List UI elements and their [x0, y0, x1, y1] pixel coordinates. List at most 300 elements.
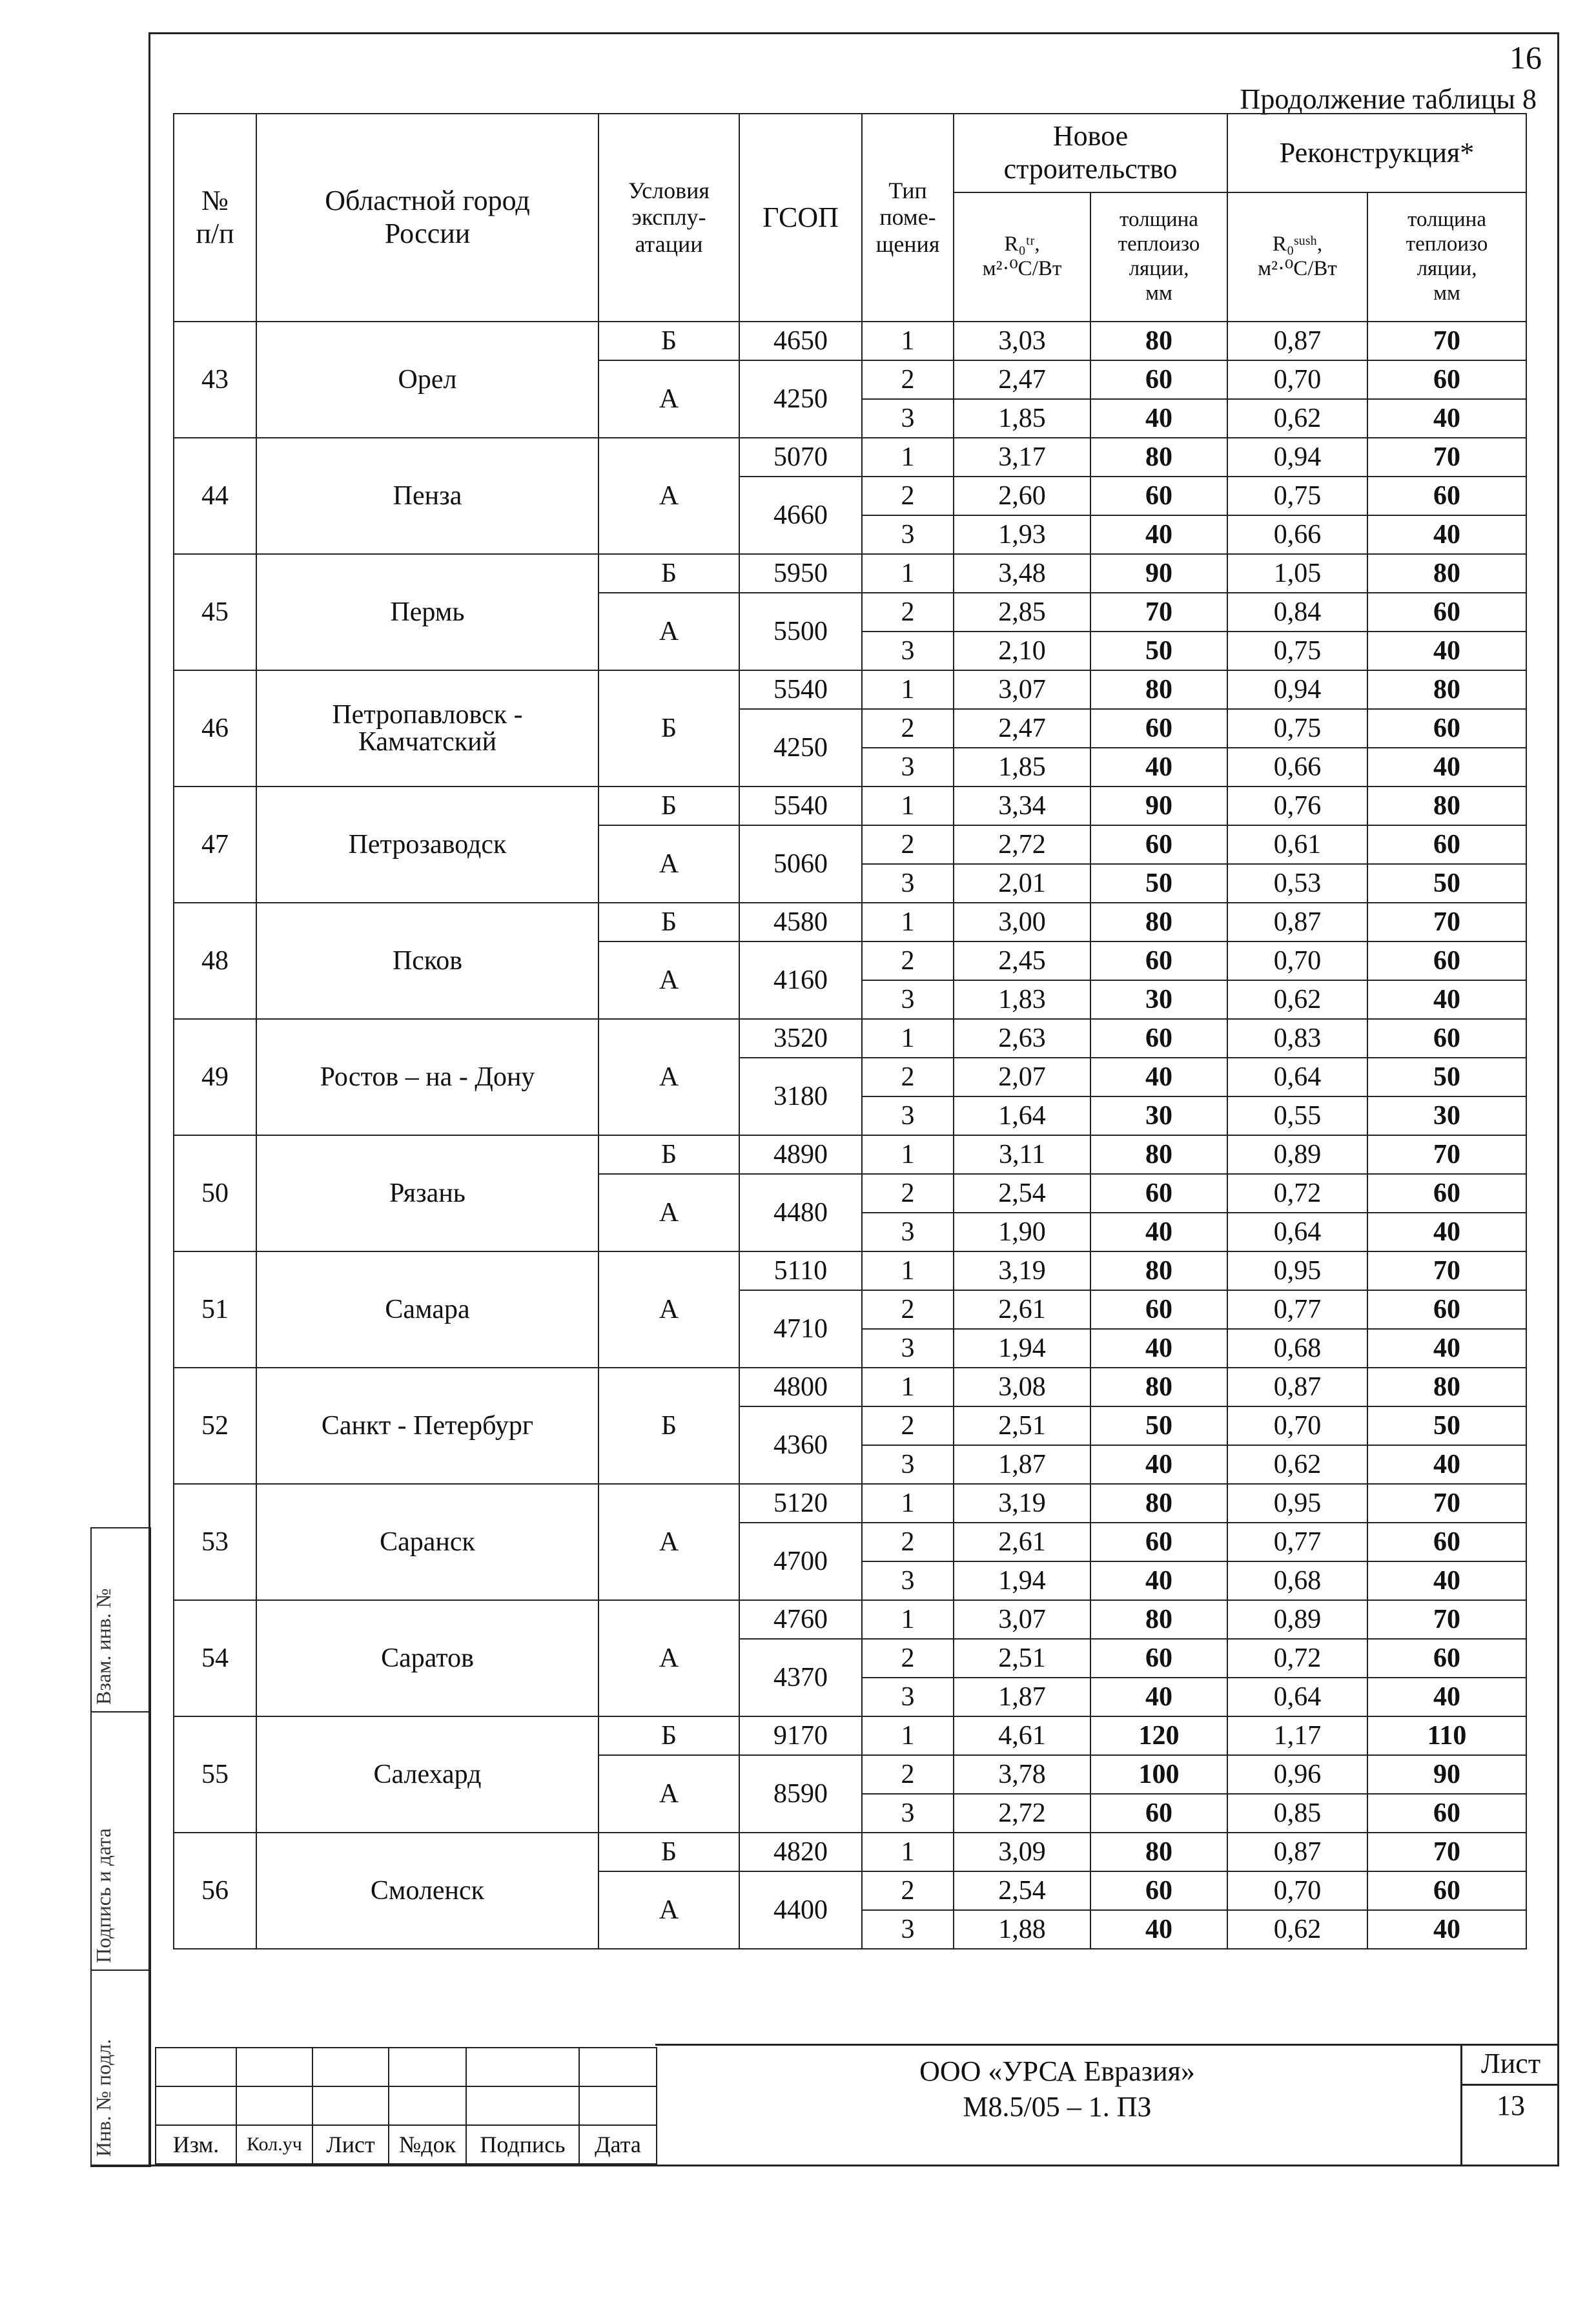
city-name: Смоленск	[256, 1833, 598, 1949]
r-tr-cell: 3,11	[954, 1135, 1090, 1174]
r-sush-cell: 0,89	[1227, 1135, 1367, 1174]
conditions-cell: А	[598, 438, 739, 554]
room-type-cell: 2	[862, 1058, 954, 1096]
table-row	[174, 787, 1526, 825]
room-type-cell: 2	[862, 825, 954, 864]
city-name: Салехард	[256, 1716, 598, 1833]
thickness-rec-cell: 40	[1367, 515, 1526, 554]
header-reconstruction: Реконструкция*	[1227, 114, 1526, 192]
city-name: Саратов	[256, 1600, 598, 1716]
room-type-cell: 1	[862, 903, 954, 941]
thickness-new-cell: 60	[1090, 825, 1227, 864]
gsop-cell: 9170	[739, 1716, 862, 1755]
r-tr-cell: 1,87	[954, 1678, 1090, 1716]
header-num: № п/п	[174, 114, 256, 322]
gsop-cell: 4160	[739, 941, 862, 1019]
city-name: Орел	[256, 322, 598, 438]
thickness-rec-cell: 70	[1367, 1135, 1526, 1174]
r-sush-cell: 0,70	[1227, 941, 1367, 980]
table-row	[174, 903, 1526, 941]
thickness-rec-cell: 60	[1367, 1794, 1526, 1833]
thickness-new-cell: 80	[1090, 1368, 1227, 1406]
conditions-cell: Б	[598, 903, 739, 941]
row-number: 48	[174, 903, 256, 1019]
city-name: Пермь	[256, 554, 598, 670]
thickness-new-cell: 60	[1090, 1794, 1227, 1833]
thickness-rec-cell: 60	[1367, 1019, 1526, 1058]
thickness-rec-cell: 40	[1367, 980, 1526, 1019]
r-tr-cell: 2,72	[954, 825, 1090, 864]
r-sush-cell: 0,87	[1227, 1368, 1367, 1406]
r-sush-cell: 0,94	[1227, 670, 1367, 709]
r-sush-cell: 0,75	[1227, 477, 1367, 515]
room-type-cell: 3	[862, 1329, 954, 1368]
gsop-cell: 4250	[739, 360, 862, 438]
row-number: 56	[174, 1833, 256, 1949]
thickness-new-cell: 60	[1090, 1290, 1227, 1329]
side-label-replace: Взам. инв. №	[92, 1588, 115, 1705]
r-tr-cell: 2,51	[954, 1639, 1090, 1678]
side-strip-inner	[118, 1527, 150, 2167]
thickness-rec-cell: 70	[1367, 1600, 1526, 1639]
gsop-cell: 5950	[739, 554, 862, 593]
thickness-rec-cell: 40	[1367, 1561, 1526, 1600]
room-type-cell: 3	[862, 864, 954, 903]
conditions-cell: А	[598, 1484, 739, 1600]
room-type-cell: 2	[862, 1639, 954, 1678]
room-type-cell: 3	[862, 980, 954, 1019]
thickness-rec-cell: 60	[1367, 1290, 1526, 1329]
r-tr-cell: 1,85	[954, 399, 1090, 438]
gsop-cell: 4710	[739, 1290, 862, 1368]
row-number: 47	[174, 787, 256, 903]
room-type-cell: 1	[862, 1135, 954, 1174]
row-number: 43	[174, 322, 256, 438]
conditions-cell: Б	[598, 787, 739, 825]
thickness-rec-cell: 40	[1367, 399, 1526, 438]
r-sush-cell: 1,05	[1227, 554, 1367, 593]
thickness-new-cell: 60	[1090, 477, 1227, 515]
r-sush-cell: 0,55	[1227, 1096, 1367, 1135]
thickness-new-cell: 40	[1090, 1561, 1227, 1600]
gsop-cell: 5540	[739, 787, 862, 825]
organization-name: ООО «УРСА Евразия»	[919, 2055, 1195, 2087]
r-sush-cell: 0,95	[1227, 1484, 1367, 1523]
r-tr-cell: 3,19	[954, 1251, 1090, 1290]
conditions-cell: А	[598, 1019, 739, 1135]
conditions-cell: Б	[598, 1368, 739, 1484]
r-sush-cell: 0,75	[1227, 632, 1367, 670]
thickness-rec-cell: 40	[1367, 1329, 1526, 1368]
r-tr-cell: 1,87	[954, 1445, 1090, 1484]
header-room-type: Тип поме- щения	[862, 114, 954, 322]
sheet-number: 13	[1497, 2090, 1525, 2121]
row-number: 53	[174, 1484, 256, 1600]
r-sush-cell: 0,87	[1227, 1833, 1367, 1871]
r-sush-cell: 0,75	[1227, 709, 1367, 748]
gsop-cell: 4890	[739, 1135, 862, 1174]
conditions-cell: А	[598, 1174, 739, 1251]
r-tr-cell: 3,19	[954, 1484, 1090, 1523]
room-type-cell: 2	[862, 941, 954, 980]
r-sush-cell: 0,70	[1227, 360, 1367, 399]
r-sush-cell: 0,95	[1227, 1251, 1367, 1290]
side-label-signature: Подпись и дата	[92, 1828, 115, 1963]
thickness-new-cell: 40	[1090, 1058, 1227, 1096]
r-tr-cell: 2,10	[954, 632, 1090, 670]
thickness-rec-cell: 60	[1367, 360, 1526, 399]
thickness-rec-cell: 60	[1367, 1639, 1526, 1678]
row-number: 54	[174, 1600, 256, 1716]
thickness-new-cell: 60	[1090, 1523, 1227, 1561]
row-number: 50	[174, 1135, 256, 1251]
room-type-cell: 3	[862, 1678, 954, 1716]
r-tr-cell: 2,61	[954, 1523, 1090, 1561]
thickness-new-cell: 50	[1090, 632, 1227, 670]
thickness-rec-cell: 90	[1367, 1755, 1526, 1794]
stamp-ndoc: №док	[389, 2125, 466, 2164]
room-type-cell: 3	[862, 632, 954, 670]
table-row	[174, 554, 1526, 593]
thickness-new-cell: 60	[1090, 1639, 1227, 1678]
r-tr-cell: 3,07	[954, 670, 1090, 709]
r-sush-cell: 0,72	[1227, 1639, 1367, 1678]
thickness-new-cell: 60	[1090, 1019, 1227, 1058]
room-type-cell: 2	[862, 1406, 954, 1445]
thickness-new-cell: 80	[1090, 322, 1227, 360]
thickness-rec-cell: 70	[1367, 438, 1526, 477]
thickness-rec-cell: 40	[1367, 1213, 1526, 1251]
r-sush-cell: 0,77	[1227, 1290, 1367, 1329]
r-tr-cell: 2,72	[954, 1794, 1090, 1833]
room-type-cell: 3	[862, 1910, 954, 1949]
conditions-cell: А	[598, 1600, 739, 1716]
gsop-cell: 5070	[739, 438, 862, 477]
conditions-cell: А	[598, 941, 739, 1019]
r-tr-cell: 3,17	[954, 438, 1090, 477]
r-tr-cell: 2,54	[954, 1174, 1090, 1213]
frame-right	[1557, 32, 1559, 2166]
thickness-rec-cell: 70	[1367, 1833, 1526, 1871]
table-row	[174, 1600, 1526, 1639]
row-number: 44	[174, 438, 256, 554]
r-sush-cell: 0,84	[1227, 593, 1367, 632]
r-tr-cell: 2,51	[954, 1406, 1090, 1445]
gsop-cell: 3520	[739, 1019, 862, 1058]
gsop-cell: 4820	[739, 1833, 862, 1871]
table-row	[174, 1833, 1526, 1871]
gsop-cell: 4580	[739, 903, 862, 941]
r-sush-cell: 0,64	[1227, 1058, 1367, 1096]
thickness-new-cell: 40	[1090, 1329, 1227, 1368]
thickness-rec-cell: 70	[1367, 903, 1526, 941]
room-type-cell: 2	[862, 360, 954, 399]
conditions-cell: Б	[598, 554, 739, 593]
r-tr-cell: 3,03	[954, 322, 1090, 360]
r-tr-cell: 4,61	[954, 1716, 1090, 1755]
gsop-cell: 5540	[739, 670, 862, 709]
gsop-cell: 4370	[739, 1639, 862, 1716]
r-sush-cell: 0,76	[1227, 787, 1367, 825]
thickness-new-cell: 80	[1090, 1600, 1227, 1639]
room-type-cell: 1	[862, 1368, 954, 1406]
thickness-new-cell: 80	[1090, 438, 1227, 477]
thickness-rec-cell: 80	[1367, 554, 1526, 593]
room-type-cell: 2	[862, 1523, 954, 1561]
thickness-rec-cell: 60	[1367, 709, 1526, 748]
header-city: Областной город России	[256, 114, 598, 322]
thickness-new-cell: 90	[1090, 554, 1227, 593]
gsop-cell: 5110	[739, 1251, 862, 1290]
r-sush-cell: 0,83	[1227, 1019, 1367, 1058]
r-sush-cell: 0,66	[1227, 515, 1367, 554]
r-sush-cell: 0,68	[1227, 1329, 1367, 1368]
header-r-tr: R₀ᵗʳ, м²·⁰С/Вт	[954, 192, 1090, 322]
r-sush-cell: 0,87	[1227, 903, 1367, 941]
thickness-rec-cell: 80	[1367, 670, 1526, 709]
row-number: 52	[174, 1368, 256, 1484]
thickness-new-cell: 60	[1090, 709, 1227, 748]
room-type-cell: 1	[862, 1019, 954, 1058]
r-tr-cell: 3,00	[954, 903, 1090, 941]
r-sush-cell: 0,68	[1227, 1561, 1367, 1600]
r-tr-cell: 2,60	[954, 477, 1090, 515]
r-tr-cell: 2,54	[954, 1871, 1090, 1910]
row-number: 46	[174, 670, 256, 787]
thickness-new-cell: 80	[1090, 903, 1227, 941]
row-number: 51	[174, 1251, 256, 1368]
thickness-new-cell: 80	[1090, 1484, 1227, 1523]
side-divider-2	[90, 1970, 148, 1971]
room-type-cell: 1	[862, 670, 954, 709]
thickness-new-cell: 80	[1090, 1135, 1227, 1174]
thickness-new-cell: 30	[1090, 1096, 1227, 1135]
sheet-label: Лист	[1462, 2044, 1559, 2086]
room-type-cell: 3	[862, 1096, 954, 1135]
room-type-cell: 3	[862, 399, 954, 438]
thickness-new-cell: 40	[1090, 1445, 1227, 1484]
thickness-rec-cell: 60	[1367, 593, 1526, 632]
thickness-rec-cell: 60	[1367, 1871, 1526, 1910]
gsop-cell: 8590	[739, 1755, 862, 1833]
gsop-cell: 4650	[739, 322, 862, 360]
r-sush-cell: 0,64	[1227, 1678, 1367, 1716]
table-caption: Продолжение таблицы 8	[1240, 83, 1537, 115]
thickness-rec-cell: 30	[1367, 1096, 1526, 1135]
r-sush-cell: 0,64	[1227, 1213, 1367, 1251]
r-tr-cell: 1,85	[954, 748, 1090, 787]
city-name: Самара	[256, 1251, 598, 1368]
room-type-cell: 1	[862, 1484, 954, 1523]
thickness-new-cell: 40	[1090, 1678, 1227, 1716]
r-sush-cell: 0,94	[1227, 438, 1367, 477]
room-type-cell: 3	[862, 1794, 954, 1833]
table-row	[174, 322, 1526, 360]
r-tr-cell: 1,64	[954, 1096, 1090, 1135]
city-name: Пенза	[256, 438, 598, 554]
r-sush-cell: 0,72	[1227, 1174, 1367, 1213]
room-type-cell: 1	[862, 1600, 954, 1639]
thickness-rec-cell: 70	[1367, 1251, 1526, 1290]
thickness-rec-cell: 60	[1367, 1523, 1526, 1561]
r-sush-cell: 0,87	[1227, 322, 1367, 360]
thickness-new-cell: 30	[1090, 980, 1227, 1019]
gsop-cell: 4700	[739, 1523, 862, 1600]
row-number: 55	[174, 1716, 256, 1833]
r-tr-cell: 2,61	[954, 1290, 1090, 1329]
r-sush-cell: 0,66	[1227, 748, 1367, 787]
thickness-new-cell: 60	[1090, 1174, 1227, 1213]
thickness-rec-cell: 40	[1367, 1910, 1526, 1949]
r-tr-cell: 1,93	[954, 515, 1090, 554]
gsop-cell: 4760	[739, 1600, 862, 1639]
conditions-cell: Б	[598, 322, 739, 360]
r-sush-cell: 0,89	[1227, 1600, 1367, 1639]
conditions-cell: Б	[598, 1716, 739, 1755]
room-type-cell: 2	[862, 477, 954, 515]
table-row	[174, 1484, 1526, 1523]
r-sush-cell: 0,62	[1227, 399, 1367, 438]
r-sush-cell: 0,62	[1227, 1910, 1367, 1949]
room-type-cell: 3	[862, 1213, 954, 1251]
r-tr-cell: 3,07	[954, 1600, 1090, 1639]
r-tr-cell: 2,47	[954, 360, 1090, 399]
thickness-rec-cell: 70	[1367, 322, 1526, 360]
room-type-cell: 1	[862, 438, 954, 477]
gsop-cell: 4400	[739, 1871, 862, 1949]
r-tr-cell: 2,45	[954, 941, 1090, 980]
city-name: Рязань	[256, 1135, 598, 1251]
table-row	[174, 1368, 1526, 1406]
thickness-rec-cell: 110	[1367, 1716, 1526, 1755]
r-tr-cell: 1,88	[954, 1910, 1090, 1949]
thickness-new-cell: 90	[1090, 787, 1227, 825]
page-number: 16	[1509, 39, 1542, 76]
stamp-list: Лист	[312, 2125, 389, 2164]
table-row	[174, 1251, 1526, 1290]
gsop-cell: 4480	[739, 1174, 862, 1251]
room-type-cell: 3	[862, 515, 954, 554]
room-type-cell: 1	[862, 554, 954, 593]
thickness-rec-cell: 40	[1367, 1445, 1526, 1484]
stamp-kol-uch: Кол.уч	[236, 2125, 312, 2164]
thickness-rec-cell: 40	[1367, 748, 1526, 787]
side-label-inv: Инв. № подл.	[92, 2039, 115, 2157]
room-type-cell: 2	[862, 1174, 954, 1213]
header-conditions: Условия эксплу- атации	[598, 114, 739, 322]
r-sush-cell: 0,53	[1227, 864, 1367, 903]
conditions-cell: А	[598, 825, 739, 903]
thickness-rec-cell: 50	[1367, 1406, 1526, 1445]
city-name: Петрозаводск	[256, 787, 598, 903]
r-tr-cell: 3,08	[954, 1368, 1090, 1406]
r-tr-cell: 2,63	[954, 1019, 1090, 1058]
thickness-new-cell: 40	[1090, 515, 1227, 554]
conditions-cell: Б	[598, 1135, 739, 1174]
r-tr-cell: 2,47	[954, 709, 1090, 748]
thickness-rec-cell: 50	[1367, 1058, 1526, 1096]
r-sush-cell: 0,61	[1227, 825, 1367, 864]
thickness-rec-cell: 60	[1367, 477, 1526, 515]
header-thickness-rec: толщина теплоизо ляции, мм	[1367, 192, 1526, 322]
gsop-cell: 4250	[739, 709, 862, 787]
conditions-cell: А	[598, 1251, 739, 1368]
thickness-new-cell: 80	[1090, 1833, 1227, 1871]
room-type-cell: 2	[862, 1871, 954, 1910]
conditions-cell: А	[598, 593, 739, 670]
city-name: Санкт - Петербург	[256, 1368, 598, 1484]
header-gsop: ГСОП	[739, 114, 862, 322]
r-tr-cell: 1,83	[954, 980, 1090, 1019]
city-name: Саранск	[256, 1484, 598, 1600]
stamp-signature: Подпись	[466, 2125, 579, 2164]
r-tr-cell: 1,94	[954, 1561, 1090, 1600]
frame-bottom	[90, 2165, 1559, 2166]
r-tr-cell: 3,09	[954, 1833, 1090, 1871]
thickness-rec-cell: 70	[1367, 1484, 1526, 1523]
thickness-rec-cell: 50	[1367, 864, 1526, 903]
table-row	[174, 1716, 1526, 1755]
thickness-new-cell: 60	[1090, 1871, 1227, 1910]
r-sush-cell: 0,62	[1227, 1445, 1367, 1484]
organization	[655, 2053, 1459, 2124]
room-type-cell: 3	[862, 748, 954, 787]
room-type-cell: 1	[862, 1251, 954, 1290]
gsop-cell: 3180	[739, 1058, 862, 1135]
thickness-rec-cell: 80	[1367, 1368, 1526, 1406]
city-name: Петропавловск - Камчатский	[256, 670, 598, 787]
room-type-cell: 2	[862, 1755, 954, 1794]
conditions-cell: А	[598, 1871, 739, 1949]
thickness-new-cell: 70	[1090, 593, 1227, 632]
conditions-cell: Б	[598, 1833, 739, 1871]
r-sush-cell: 0,85	[1227, 1794, 1367, 1833]
room-type-cell: 1	[862, 1716, 954, 1755]
side-divider-1	[90, 1711, 148, 1713]
table-row	[174, 1135, 1526, 1174]
table-row	[174, 670, 1526, 709]
r-sush-cell: 0,70	[1227, 1406, 1367, 1445]
room-type-cell: 2	[862, 593, 954, 632]
sheet-box	[1460, 2044, 1559, 2165]
room-type-cell: 1	[862, 787, 954, 825]
thickness-new-cell: 40	[1090, 1910, 1227, 1949]
thickness-new-cell: 100	[1090, 1755, 1227, 1794]
thickness-new-cell: 60	[1090, 941, 1227, 980]
city-name: Ростов – на - Дону	[256, 1019, 598, 1135]
table-row	[174, 1019, 1526, 1058]
room-type-cell: 1	[862, 1833, 954, 1871]
r-tr-cell: 1,94	[954, 1329, 1090, 1368]
title-block	[155, 2047, 657, 2165]
thickness-new-cell: 80	[1090, 1251, 1227, 1290]
r-tr-cell: 2,07	[954, 1058, 1090, 1096]
thickness-new-cell: 120	[1090, 1716, 1227, 1755]
thickness-new-cell: 50	[1090, 1406, 1227, 1445]
thickness-rec-cell: 40	[1367, 632, 1526, 670]
gsop-cell: 5060	[739, 825, 862, 903]
thickness-rec-cell: 40	[1367, 1678, 1526, 1716]
room-type-cell: 2	[862, 709, 954, 748]
conditions-cell: А	[598, 1755, 739, 1833]
row-number: 49	[174, 1019, 256, 1135]
thickness-rec-cell: 60	[1367, 825, 1526, 864]
document-code: М8.5/05 – 1. ПЗ	[963, 2091, 1152, 2123]
gsop-cell: 5120	[739, 1484, 862, 1523]
room-type-cell: 3	[862, 1561, 954, 1600]
conditions-cell: Б	[598, 670, 739, 787]
header-thickness-new: толщина теплоизо ляции, мм	[1090, 192, 1227, 322]
